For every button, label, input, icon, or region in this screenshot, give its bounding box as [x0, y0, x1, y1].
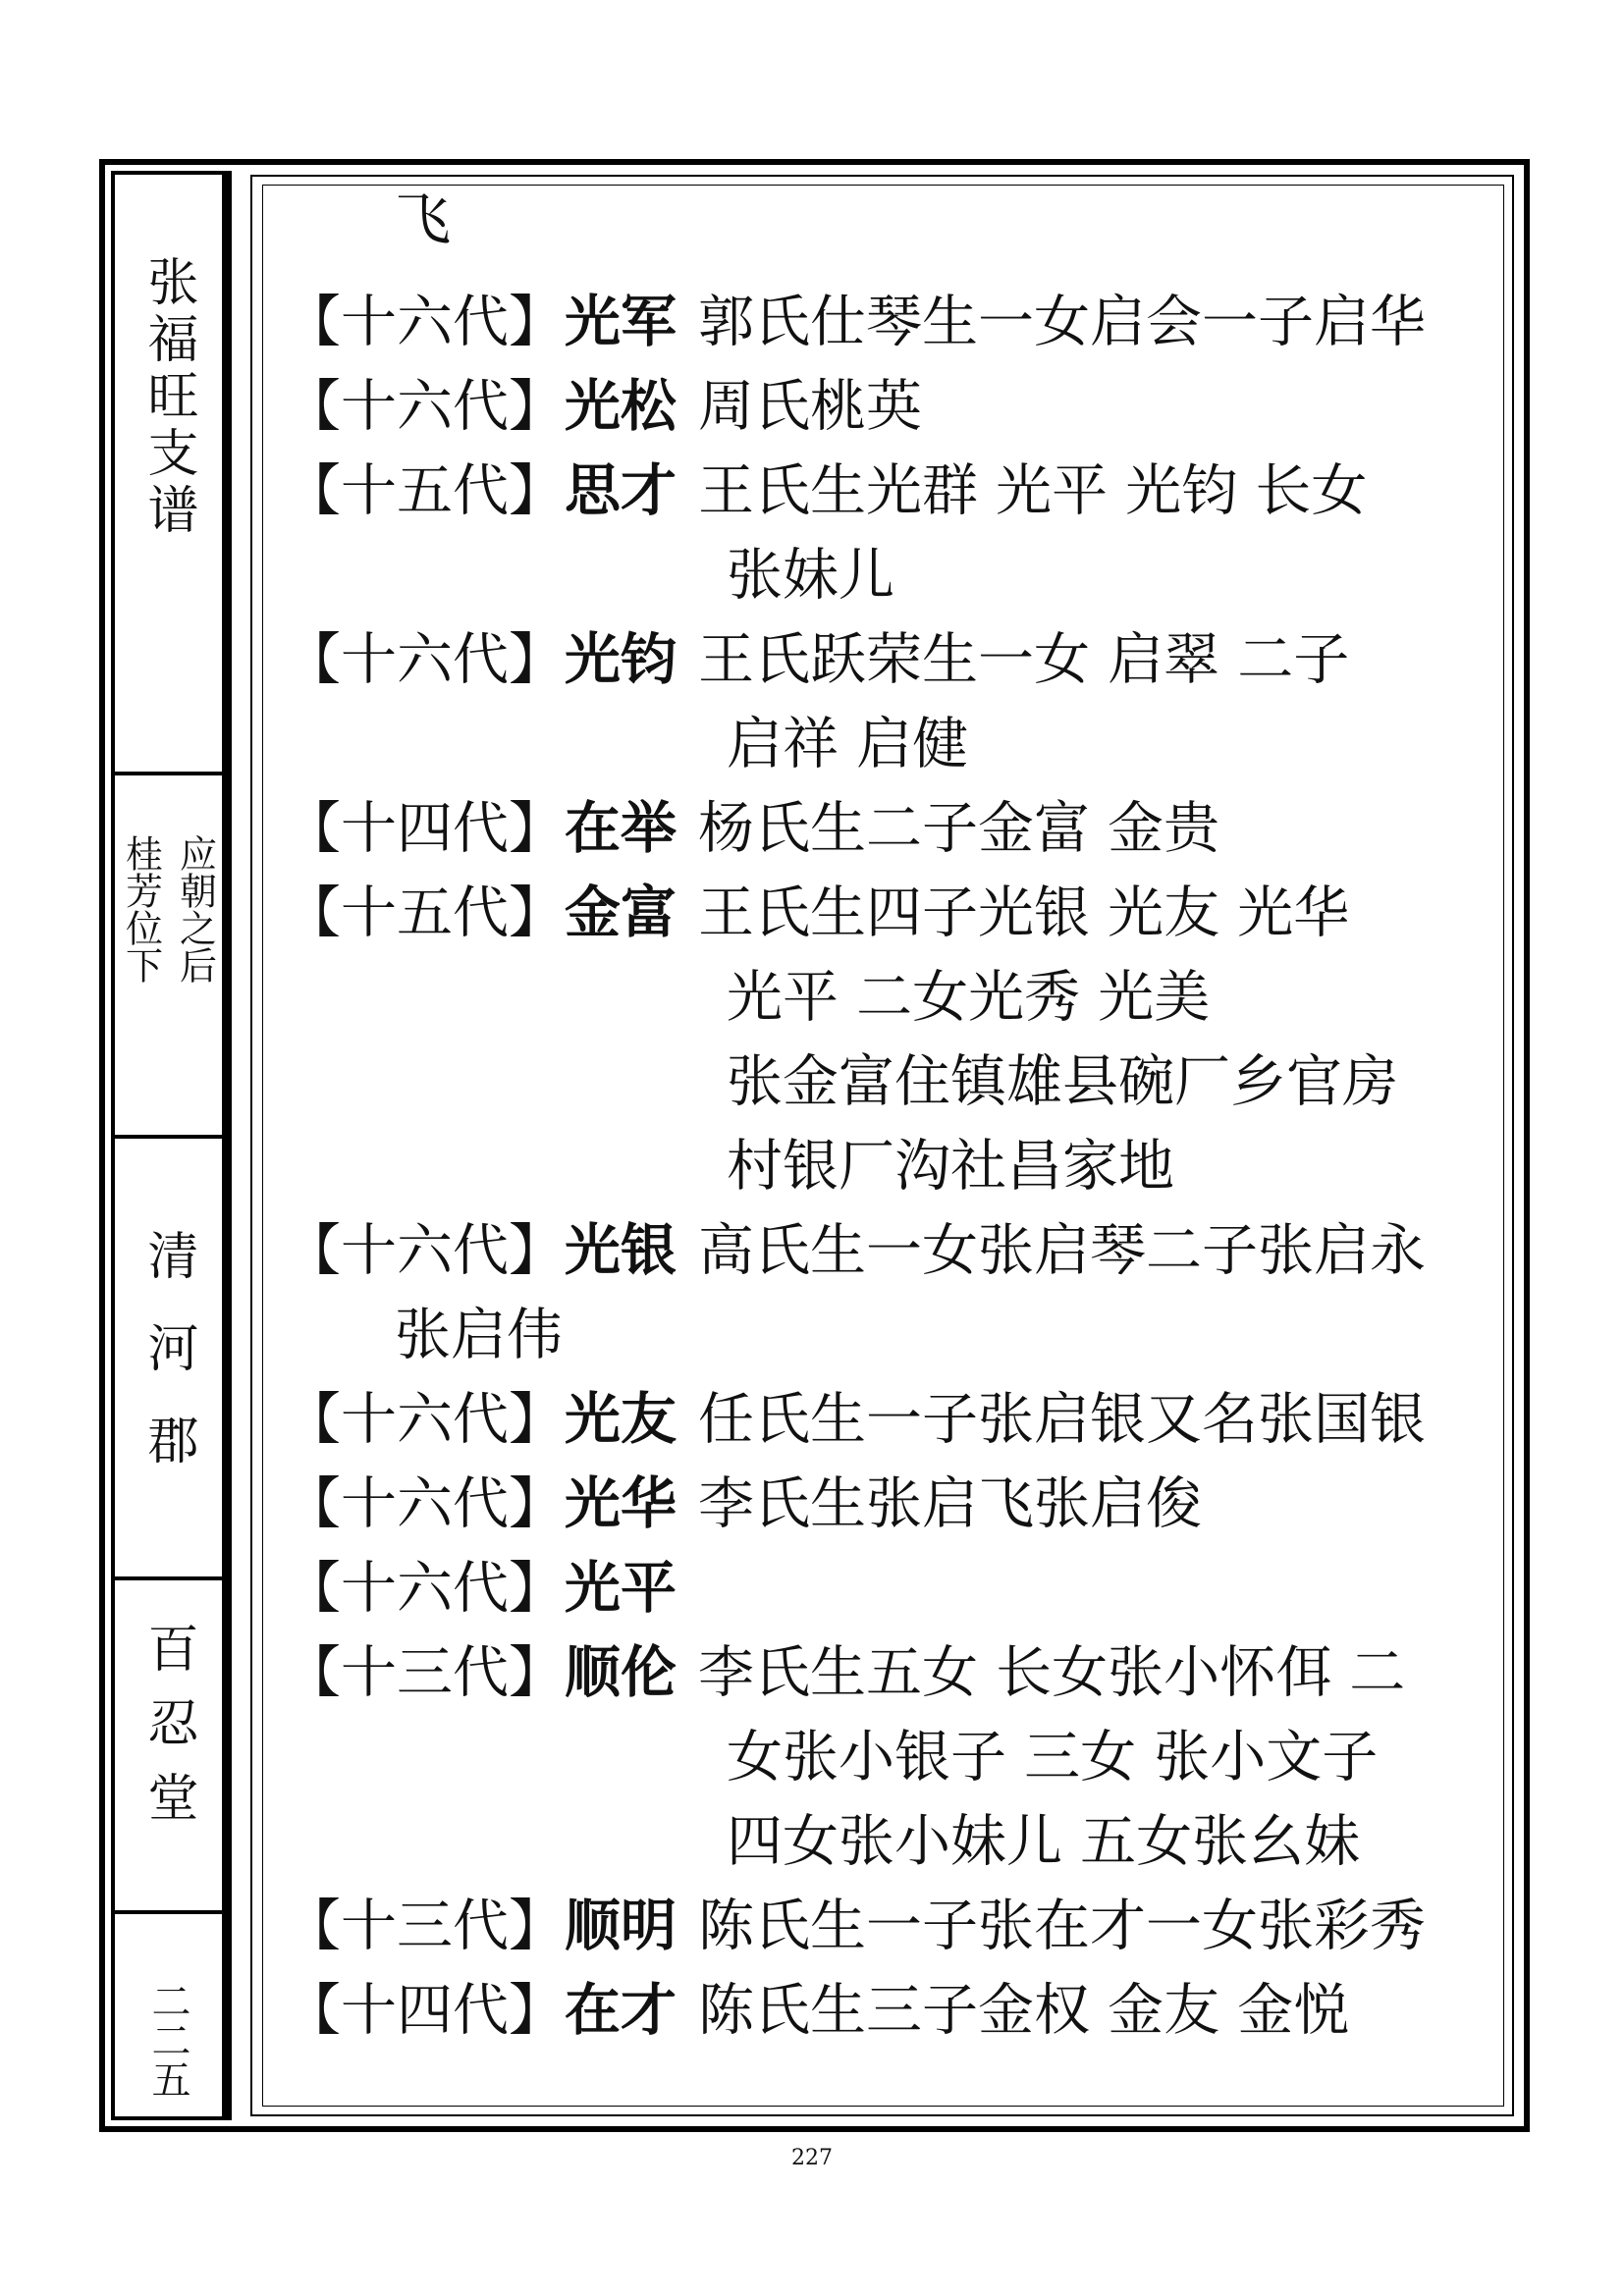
folio-number: 二二五: [145, 1981, 190, 2099]
entry-guangsong: [285, 374, 922, 439]
entry-continuation: 村银厂沟社昌家地: [727, 1134, 1174, 1199]
person-name: 顺伦: [565, 1640, 677, 1705]
entry-continuation: 四女张小妹儿 五女张幺妹: [727, 1809, 1361, 1874]
generation-label: 【十六代】: [285, 374, 565, 439]
entry-text: 李氏生张启飞张启俊: [698, 1471, 1202, 1536]
entry-text: 杨氏生二子金富 金贵: [698, 796, 1220, 861]
entry-text: 李氏生五女 长女张小怀佴 二: [698, 1640, 1406, 1705]
person-name: 光平: [565, 1556, 677, 1621]
generation-label: 【十六代】: [285, 627, 565, 692]
entry-continuation: 张启伟: [395, 1303, 563, 1367]
sidebar-hall-section: [115, 1580, 222, 1914]
entry-sicai: [285, 458, 1368, 523]
entry-zaiju: [285, 796, 1220, 861]
page-number: 227: [791, 2146, 833, 2170]
entry-guangjun2: [285, 627, 1350, 692]
person-name: 光华: [565, 1471, 677, 1536]
lineage-note-col1: 桂芳位下: [119, 834, 163, 984]
person-name: 思才: [565, 458, 677, 523]
entry-text: 周氏桃英: [698, 374, 922, 439]
lineage-note-col2: 应朝之后: [173, 834, 217, 984]
entry-guangping: [285, 1556, 677, 1621]
entry-continuation: 张金富住镇雄县碗厂乡官房: [727, 1049, 1398, 1114]
entry-zaicai: [285, 1978, 1350, 2043]
entry-text: 陈氏生一子张在才一女张彩秀: [698, 1894, 1426, 1958]
sidebar-divider: [226, 171, 232, 2120]
sidebar-title-section: [115, 175, 222, 775]
person-name: 在举: [565, 796, 677, 861]
entry-guangyin: [285, 1218, 1426, 1283]
person-name: 在才: [565, 1978, 677, 2043]
entry-continuation: 启祥 启健: [727, 712, 969, 776]
entry-shunming: [285, 1894, 1426, 1958]
person-name: 顺明: [565, 1894, 677, 1958]
person-name: 光友: [565, 1387, 677, 1452]
sidebar: [111, 171, 226, 2120]
generation-label: 【十四代】: [285, 796, 565, 861]
person-name: 光银: [565, 1218, 677, 1283]
continuation-line: 飞: [395, 187, 451, 252]
generation-label: 【十三代】: [285, 1894, 565, 1958]
person-name: 光钧: [565, 627, 677, 692]
generation-label: 【十六代】: [285, 1471, 565, 1536]
person-name: 光松: [565, 374, 677, 439]
clan-name: 清河郡: [138, 1229, 197, 1506]
generation-label: 【十三代】: [285, 1640, 565, 1705]
hall-name: 百忍堂: [138, 1622, 197, 1845]
generation-label: 【十六代】: [285, 1218, 565, 1283]
generation-label: 【十五代】: [285, 881, 565, 945]
sidebar-lineage-section: [115, 775, 222, 1139]
entry-guanghua: [285, 1471, 1202, 1536]
entry-text: 郭氏仕琴生一女启会一子启华: [698, 290, 1426, 354]
generation-label: 【十六代】: [285, 1387, 565, 1452]
person-name: 光军: [565, 290, 677, 354]
sidebar-clan-section: [115, 1139, 222, 1580]
entry-text: 王氏生四子光银 光友 光华: [698, 881, 1350, 945]
entry-continuation: 张妹儿: [727, 543, 894, 608]
entry-continuation: 光平 二女光秀 光美: [727, 965, 1211, 1030]
generation-label: 【十六代】: [285, 290, 565, 354]
generation-label: 【十五代】: [285, 458, 565, 523]
entry-text: 王氏生光群 光平 光钧 长女: [698, 458, 1368, 523]
genealogy-title: 张福旺支谱: [138, 255, 197, 540]
entry-text: 高氏生一女张启琴二子张启永: [698, 1218, 1426, 1283]
entry-jinfu: [285, 881, 1350, 945]
entry-text: 任氏生一子张启银又名张国银: [698, 1387, 1426, 1452]
entry-text: 陈氏生三子金权 金友 金悦: [698, 1978, 1350, 2043]
person-name: 金富: [565, 881, 677, 945]
entry-guangjun: [285, 290, 1426, 354]
generation-label: 【十四代】: [285, 1978, 565, 2043]
entry-continuation: 女张小银子 三女 张小文子: [727, 1725, 1379, 1789]
entry-shunlun: [285, 1640, 1406, 1705]
entry-text: 王氏跃荣生一女 启翠 二子: [698, 627, 1350, 692]
generation-label: 【十六代】: [285, 1556, 565, 1621]
entry-guangyou: [285, 1387, 1426, 1452]
sidebar-folio-section: [115, 1914, 222, 2126]
